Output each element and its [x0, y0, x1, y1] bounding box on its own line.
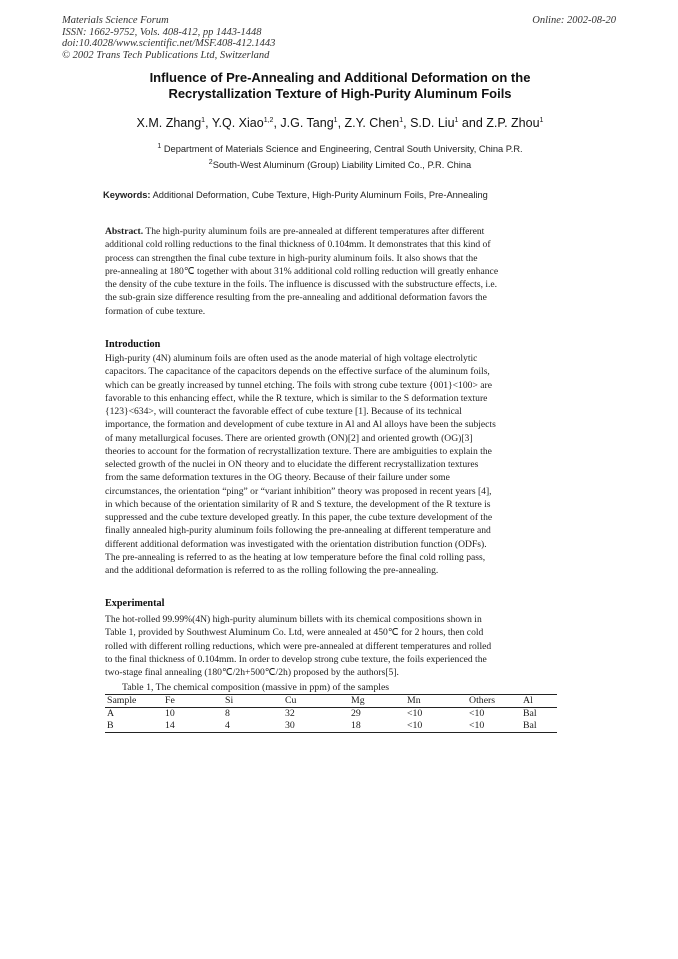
intro-line: suppressed and the cube texture developed greatly. In this paper, the cube texture development of the — [105, 512, 493, 523]
intro-line: and the additional deformation is referred to as the rolling following the pre-annealing. — [105, 565, 439, 576]
journal-name: Materials Science Forum — [62, 15, 169, 26]
experimental-line: rolled with different rolling reductions, which were pre-annealed at different temperatures and rolled — [105, 640, 492, 652]
table-cell: 8 — [225, 708, 230, 719]
intro-line: High-purity (4N) aluminum foils are often used as the anode material of high voltage electrolytic — [105, 353, 478, 364]
intro-line: which can be greatly increased by tunnel etching. The foils with strong cube texture {001}<100> are — [105, 379, 492, 391]
paper-title — [90, 70, 590, 102]
author-affil-mark: 1 — [539, 116, 544, 124]
author-affil-mark: 1 — [333, 116, 338, 124]
introduction-body — [105, 352, 555, 577]
table-header-row — [105, 695, 557, 708]
intro-line: importance, the formation and development of cube texture in Al and Al alloys have been the subjects — [105, 419, 496, 431]
journal-header — [62, 15, 482, 61]
author-name: X.M. Zhang — [136, 116, 202, 130]
intro-line: different additional deformation was investigated with the orientation distribution function (ODFs). — [105, 538, 487, 550]
affiliation-mark: 1 — [157, 142, 162, 150]
table-cell: 30 — [285, 720, 295, 731]
author-affil-mark: 1,2 — [263, 116, 274, 124]
intro-line: favorable to this enhancing effect, while the R texture, which is similar to the S deformation texture — [105, 392, 488, 404]
table-cell: 14 — [165, 720, 175, 731]
intro-line: capacitors. The capacitance of the capacitors depends on the effective surface of the aluminum foils, — [105, 366, 490, 378]
column-header: Sample — [107, 695, 137, 706]
intro-line: theories to account for the formation of recrystallization texture. There are ambiguities to explain the — [105, 445, 492, 457]
column-header: Cu — [285, 695, 297, 706]
abstract-text: The high-purity aluminum foils are pre-annealed at different temperatures after different — [143, 226, 485, 237]
author-sep: , — [273, 116, 281, 130]
author-name: S.D. Liu — [410, 116, 455, 130]
online-date: Online: 2002-08-20 — [532, 15, 616, 26]
author-affil-mark: 1 — [454, 116, 459, 124]
affiliation-text: Department of Materials Science and Engineering, Central South University, China P.R. — [161, 144, 523, 154]
intro-line: selected growth of the nuclei in ON theory and to elucidate the different recrystallization textures — [105, 459, 479, 470]
author-affil-mark: 1 — [399, 116, 404, 124]
title-line: Recrystallization Texture of High-Purity Aluminum Foils — [168, 86, 512, 101]
table-cell: 18 — [351, 720, 361, 731]
affiliation — [80, 141, 600, 157]
experimental-body — [105, 613, 555, 679]
issn-line: ISSN: 1662-9752, Vols. 408-412, pp 1443-1448 — [62, 26, 262, 38]
table-cell: <10 — [407, 720, 423, 731]
column-header: Others — [469, 695, 496, 706]
author-name: Y.Q. Xiao — [211, 116, 264, 130]
author-sep: , — [205, 116, 212, 130]
author-name: Z.Y. Chen — [344, 116, 400, 130]
copyright-line: © 2002 Trans Tech Publications Ltd, Switzerland — [62, 49, 270, 61]
doi-line: doi:10.4028/www.scientific.net/MSF.408-412.1443 — [62, 38, 276, 50]
experimental-line: The hot-rolled 99.99%(4N) high-purity aluminum billets with its chemical compositions shown in — [105, 614, 482, 625]
experimental-line: two-stage final annealing (180℃/2h+500℃/2h) proposed by the authors[5]. — [105, 667, 399, 678]
intro-line: from the same deformation textures in the OG theory. Because of their failure under some — [105, 472, 450, 484]
introduction-heading: Introduction — [105, 339, 161, 350]
table-cell: 10 — [165, 708, 175, 719]
keywords-text: Additional Deformation, Cube Texture, High-Purity Aluminum Foils, Pre-Annealing — [150, 190, 488, 200]
abstract-line: pre-annealing at 180℃ together with about 31% additional cold rolling reduction will greatly enhance — [105, 265, 499, 277]
intro-line: of many metallurgical focuses. There are oriented growth (ON)[2] and oriented growth (OG)[3] — [105, 432, 473, 444]
abstract — [105, 225, 555, 318]
composition-table — [105, 694, 557, 733]
abstract-line: formation of cube texture. — [105, 305, 206, 317]
table-cell: 4 — [225, 720, 230, 731]
column-header: Al — [523, 695, 533, 706]
experimental-heading: Experimental — [105, 598, 165, 609]
author-sep: , — [337, 116, 345, 130]
table-caption: Table 1, The chemical composition (massive in ppm) of the samples — [122, 682, 390, 693]
table-row — [105, 708, 557, 721]
abstract-line — [105, 225, 555, 238]
title-line: Influence of Pre-Annealing and Additional Deformation on the — [149, 70, 531, 85]
author-sep: and — [458, 116, 487, 130]
table-cell: 32 — [285, 708, 295, 719]
abstract-line: the density of the cube texture in the foils. The influence is discussed with the substructure effects, i.e. — [105, 279, 498, 290]
table-cell: B — [107, 720, 114, 731]
affiliation — [80, 157, 600, 173]
author-affil-mark: 1 — [201, 116, 206, 124]
table-cell: A — [107, 708, 115, 719]
table-cell: <10 — [407, 708, 423, 719]
column-header: Si — [225, 695, 234, 706]
table-cell: Bal — [523, 708, 537, 719]
author-sep: , — [403, 116, 411, 130]
column-header: Mn — [407, 695, 421, 706]
table-row — [105, 720, 557, 733]
intro-line: The pre-annealing is referred to as the heating at low temperature before the final cold rolling pass, — [105, 551, 486, 563]
intro-line: {123}<634>, will counteract the favorable effect of cube texture [1]. Because of its technical — [105, 406, 462, 417]
intro-line: in which because of the orientation similarity of R and S texture, the development of the R texture is — [105, 498, 491, 510]
affiliations — [80, 141, 600, 173]
author-name: J.G. Tang — [280, 116, 334, 130]
author-list — [60, 116, 620, 130]
intro-line: circumstances, the orientation “ping” or “variant inhibition” theory was proposed in recent years [4], — [105, 485, 492, 497]
column-header: Fe — [165, 695, 175, 706]
table-cell: Bal — [523, 720, 537, 731]
column-header: Mg — [351, 695, 365, 706]
abstract-line: additional cold rolling reductions to the final thickness of 0.104mm. It demonstrates that this kind of — [105, 239, 491, 251]
keywords — [103, 190, 603, 200]
abstract-line: the sub-grain size difference resulting from the pre-annealing and additional deformation favors the — [105, 292, 487, 304]
experimental-line: Table 1, provided by Southwest Aluminum Co. Ltd, were annealed at 450℃ for 2 hours, then cold — [105, 627, 484, 639]
author-name: Z.P. Zhou — [486, 116, 540, 130]
affiliation-mark: 2 — [208, 158, 213, 166]
table-cell: <10 — [469, 720, 485, 731]
abstract-line: process can strengthen the final cube texture in high-purity aluminum foils. It also shows that the — [105, 252, 478, 264]
experimental-line: to the final thickness of 0.104mm. In order to develop strong cube texture, the foils experienced the — [105, 653, 487, 665]
keywords-label: Keywords: — [103, 190, 151, 200]
intro-line: finally annealed high-purity aluminum foils following the pre-annealing at different temperature and — [105, 525, 491, 537]
table-cell: <10 — [469, 708, 485, 719]
abstract-label: Abstract. — [105, 226, 144, 237]
affiliation-text: South-West Aluminum (Group) Liability Limited Co., P.R. China — [212, 160, 472, 170]
table-cell: 29 — [351, 708, 361, 719]
